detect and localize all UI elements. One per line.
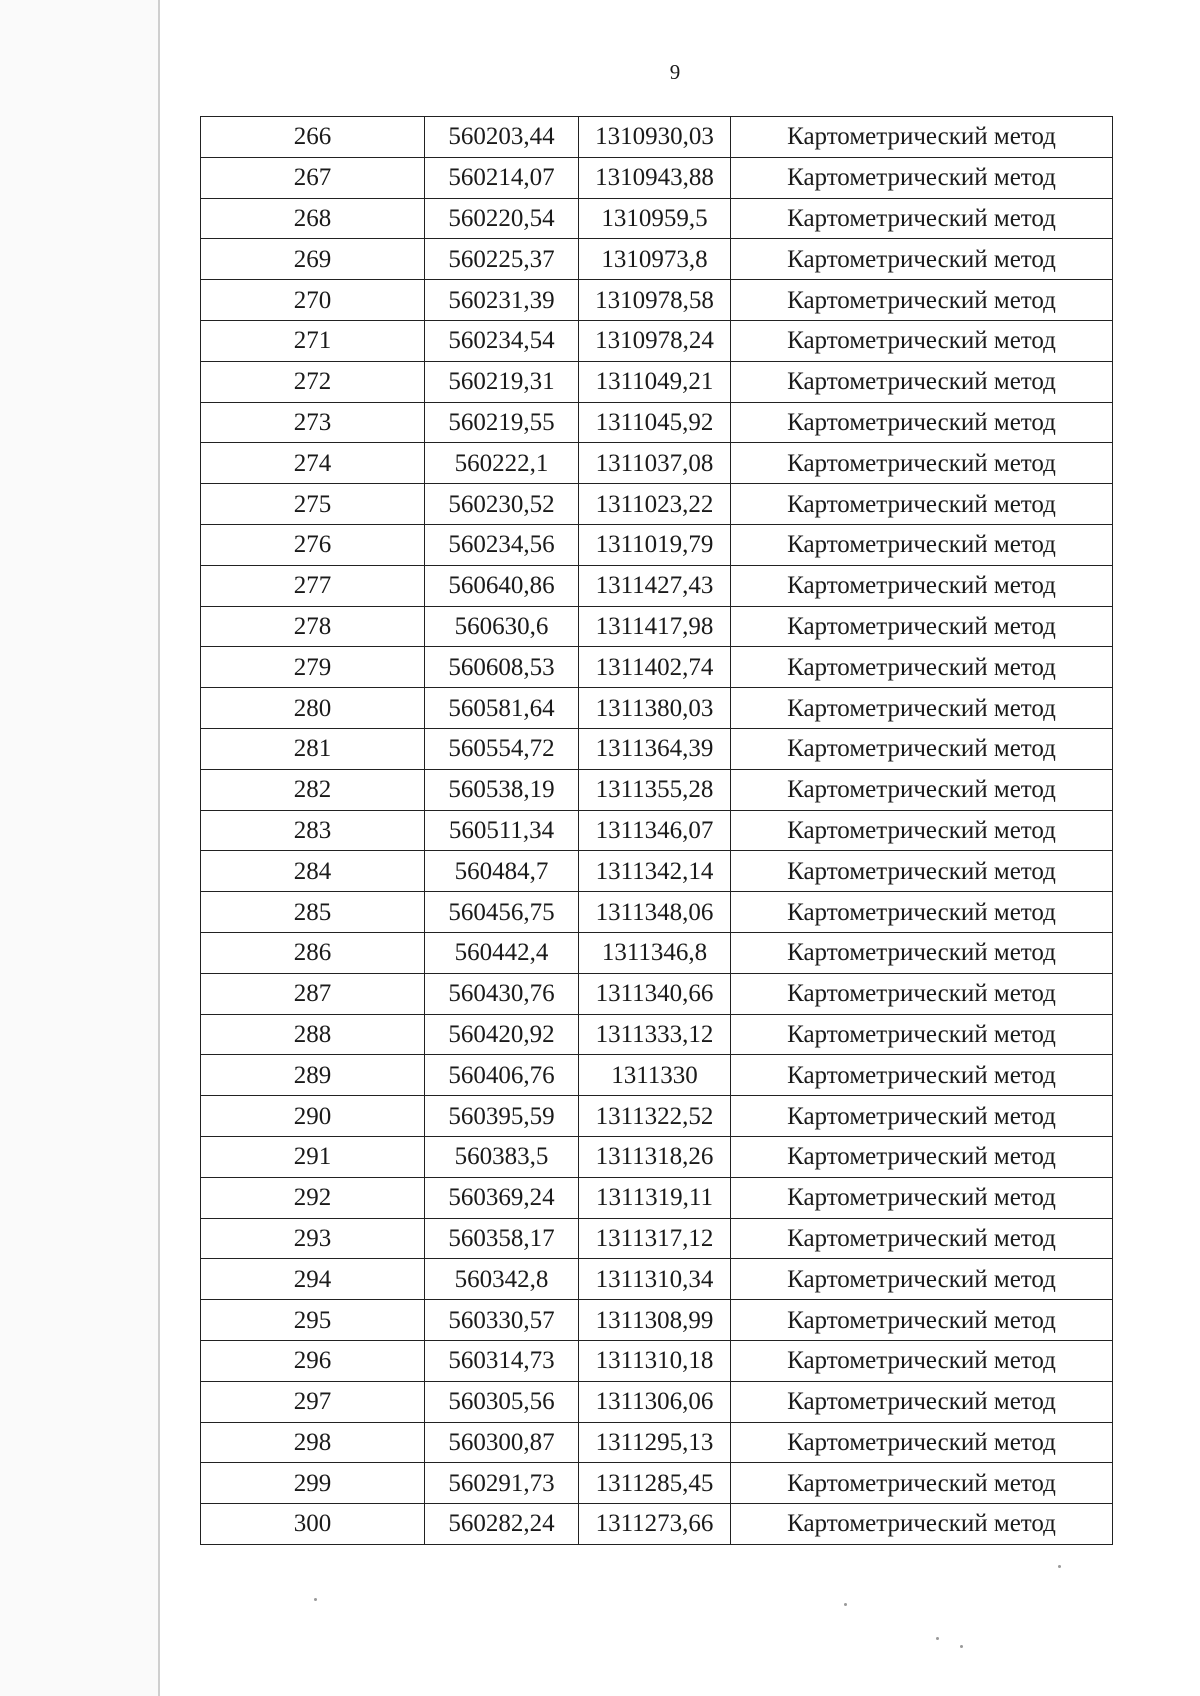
table-row xyxy=(201,117,1113,158)
scan-page-edge xyxy=(158,0,160,1696)
x-coordinate-cell: 560330,57 xyxy=(425,1300,579,1341)
y-coordinate-cell: 1310930,03 xyxy=(579,117,731,158)
table-row xyxy=(201,1014,1113,1055)
table-row xyxy=(201,973,1113,1014)
x-coordinate-cell: 560383,5 xyxy=(425,1136,579,1177)
x-coordinate-cell: 560234,54 xyxy=(425,320,579,361)
table-row xyxy=(201,1096,1113,1137)
point-number-cell: 296 xyxy=(201,1340,425,1381)
table-row xyxy=(201,1504,1113,1545)
point-number-cell: 300 xyxy=(201,1504,425,1545)
y-coordinate-cell: 1311310,34 xyxy=(579,1259,731,1300)
x-coordinate-cell: 560305,56 xyxy=(425,1381,579,1422)
y-coordinate-cell: 1310978,58 xyxy=(579,280,731,321)
y-coordinate-cell: 1311348,06 xyxy=(579,892,731,933)
scan-margin xyxy=(0,0,158,1696)
x-coordinate-cell: 560554,72 xyxy=(425,728,579,769)
method-cell: Картометрический метод xyxy=(731,1259,1113,1300)
method-cell: Картометрический метод xyxy=(731,728,1113,769)
table-row xyxy=(201,1422,1113,1463)
x-coordinate-cell: 560219,31 xyxy=(425,361,579,402)
coordinates-table-wrapper xyxy=(200,116,1112,1545)
table-row xyxy=(201,728,1113,769)
y-coordinate-cell: 1311355,28 xyxy=(579,769,731,810)
method-cell: Картометрический метод xyxy=(731,851,1113,892)
x-coordinate-cell: 560358,17 xyxy=(425,1218,579,1259)
method-cell: Картометрический метод xyxy=(731,1463,1113,1504)
table-row xyxy=(201,565,1113,606)
y-coordinate-cell: 1310943,88 xyxy=(579,157,731,198)
x-coordinate-cell: 560511,34 xyxy=(425,810,579,851)
y-coordinate-cell: 1310978,24 xyxy=(579,320,731,361)
table-row xyxy=(201,892,1113,933)
x-coordinate-cell: 560203,44 xyxy=(425,117,579,158)
y-coordinate-cell: 1311045,92 xyxy=(579,402,731,443)
x-coordinate-cell: 560538,19 xyxy=(425,769,579,810)
y-coordinate-cell: 1311427,43 xyxy=(579,565,731,606)
x-coordinate-cell: 560395,59 xyxy=(425,1096,579,1137)
x-coordinate-cell: 560456,75 xyxy=(425,892,579,933)
x-coordinate-cell: 560234,56 xyxy=(425,524,579,565)
point-number-cell: 283 xyxy=(201,810,425,851)
table-row xyxy=(201,932,1113,973)
method-cell: Картометрический метод xyxy=(731,1422,1113,1463)
point-number-cell: 284 xyxy=(201,851,425,892)
x-coordinate-cell: 560219,55 xyxy=(425,402,579,443)
table-row xyxy=(201,851,1113,892)
table-row xyxy=(201,361,1113,402)
table-row xyxy=(201,280,1113,321)
table-row xyxy=(201,810,1113,851)
y-coordinate-cell: 1311317,12 xyxy=(579,1218,731,1259)
page-number: 9 xyxy=(669,60,681,84)
table-row xyxy=(201,1136,1113,1177)
point-number-cell: 293 xyxy=(201,1218,425,1259)
y-coordinate-cell: 1311023,22 xyxy=(579,484,731,525)
point-number-cell: 297 xyxy=(201,1381,425,1422)
x-coordinate-cell: 560342,8 xyxy=(425,1259,579,1300)
method-cell: Картометрический метод xyxy=(731,606,1113,647)
point-number-cell: 272 xyxy=(201,361,425,402)
method-cell: Картометрический метод xyxy=(731,688,1113,729)
table-row xyxy=(201,1218,1113,1259)
point-number-cell: 286 xyxy=(201,932,425,973)
y-coordinate-cell: 1311273,66 xyxy=(579,1504,731,1545)
point-number-cell: 294 xyxy=(201,1259,425,1300)
method-cell: Картометрический метод xyxy=(731,402,1113,443)
method-cell: Картометрический метод xyxy=(731,117,1113,158)
point-number-cell: 295 xyxy=(201,1300,425,1341)
scan-speck xyxy=(844,1603,847,1606)
point-number-cell: 280 xyxy=(201,688,425,729)
table-row xyxy=(201,1300,1113,1341)
point-number-cell: 288 xyxy=(201,1014,425,1055)
y-coordinate-cell: 1311340,66 xyxy=(579,973,731,1014)
method-cell: Картометрический метод xyxy=(731,1218,1113,1259)
y-coordinate-cell: 1311346,07 xyxy=(579,810,731,851)
y-coordinate-cell: 1311049,21 xyxy=(579,361,731,402)
table-row xyxy=(201,443,1113,484)
method-cell: Картометрический метод xyxy=(731,361,1113,402)
y-coordinate-cell: 1311330 xyxy=(579,1055,731,1096)
y-coordinate-cell: 1311310,18 xyxy=(579,1340,731,1381)
x-coordinate-cell: 560406,76 xyxy=(425,1055,579,1096)
point-number-cell: 285 xyxy=(201,892,425,933)
x-coordinate-cell: 560225,37 xyxy=(425,239,579,280)
x-coordinate-cell: 560300,87 xyxy=(425,1422,579,1463)
y-coordinate-cell: 1311285,45 xyxy=(579,1463,731,1504)
y-coordinate-cell: 1310973,8 xyxy=(579,239,731,280)
table-row xyxy=(201,1340,1113,1381)
table-row xyxy=(201,688,1113,729)
method-cell: Картометрический метод xyxy=(731,1136,1113,1177)
point-number-cell: 271 xyxy=(201,320,425,361)
method-cell: Картометрический метод xyxy=(731,1504,1113,1545)
table-row xyxy=(201,320,1113,361)
table-row xyxy=(201,484,1113,525)
scan-speck xyxy=(936,1637,939,1640)
x-coordinate-cell: 560581,64 xyxy=(425,688,579,729)
table-row xyxy=(201,157,1113,198)
method-cell: Картометрический метод xyxy=(731,1177,1113,1218)
scan-speck xyxy=(314,1598,317,1601)
method-cell: Картометрический метод xyxy=(731,892,1113,933)
method-cell: Картометрический метод xyxy=(731,239,1113,280)
point-number-cell: 292 xyxy=(201,1177,425,1218)
point-number-cell: 291 xyxy=(201,1136,425,1177)
y-coordinate-cell: 1311402,74 xyxy=(579,647,731,688)
table-row xyxy=(201,524,1113,565)
method-cell: Картометрический метод xyxy=(731,973,1113,1014)
table-row xyxy=(201,1055,1113,1096)
method-cell: Картометрический метод xyxy=(731,524,1113,565)
x-coordinate-cell: 560214,07 xyxy=(425,157,579,198)
x-coordinate-cell: 560282,24 xyxy=(425,1504,579,1545)
point-number-cell: 275 xyxy=(201,484,425,525)
method-cell: Картометрический метод xyxy=(731,280,1113,321)
point-number-cell: 270 xyxy=(201,280,425,321)
point-number-cell: 269 xyxy=(201,239,425,280)
method-cell: Картометрический метод xyxy=(731,198,1113,239)
method-cell: Картометрический метод xyxy=(731,443,1113,484)
point-number-cell: 268 xyxy=(201,198,425,239)
point-number-cell: 276 xyxy=(201,524,425,565)
method-cell: Картометрический метод xyxy=(731,320,1113,361)
point-number-cell: 279 xyxy=(201,647,425,688)
method-cell: Картометрический метод xyxy=(731,769,1113,810)
table-row xyxy=(201,198,1113,239)
y-coordinate-cell: 1311295,13 xyxy=(579,1422,731,1463)
x-coordinate-cell: 560222,1 xyxy=(425,443,579,484)
y-coordinate-cell: 1311318,26 xyxy=(579,1136,731,1177)
point-number-cell: 277 xyxy=(201,565,425,606)
y-coordinate-cell: 1311037,08 xyxy=(579,443,731,484)
x-coordinate-cell: 560231,39 xyxy=(425,280,579,321)
y-coordinate-cell: 1311019,79 xyxy=(579,524,731,565)
method-cell: Картометрический метод xyxy=(731,1055,1113,1096)
table-row xyxy=(201,402,1113,443)
x-coordinate-cell: 560484,7 xyxy=(425,851,579,892)
coordinates-table-body xyxy=(201,117,1113,1545)
y-coordinate-cell: 1311306,06 xyxy=(579,1381,731,1422)
x-coordinate-cell: 560369,24 xyxy=(425,1177,579,1218)
x-coordinate-cell: 560291,73 xyxy=(425,1463,579,1504)
table-row xyxy=(201,769,1113,810)
point-number-cell: 274 xyxy=(201,443,425,484)
scan-speck xyxy=(1058,1565,1061,1568)
y-coordinate-cell: 1311346,8 xyxy=(579,932,731,973)
scan-speck xyxy=(960,1645,963,1648)
x-coordinate-cell: 560314,73 xyxy=(425,1340,579,1381)
method-cell: Картометрический метод xyxy=(731,1300,1113,1341)
point-number-cell: 278 xyxy=(201,606,425,647)
x-coordinate-cell: 560608,53 xyxy=(425,647,579,688)
method-cell: Картометрический метод xyxy=(731,810,1113,851)
y-coordinate-cell: 1311417,98 xyxy=(579,606,731,647)
coordinates-table xyxy=(200,116,1113,1545)
x-coordinate-cell: 560442,4 xyxy=(425,932,579,973)
point-number-cell: 299 xyxy=(201,1463,425,1504)
point-number-cell: 290 xyxy=(201,1096,425,1137)
method-cell: Картометрический метод xyxy=(731,1381,1113,1422)
y-coordinate-cell: 1311308,99 xyxy=(579,1300,731,1341)
method-cell: Картометрический метод xyxy=(731,1096,1113,1137)
table-row xyxy=(201,239,1113,280)
y-coordinate-cell: 1311342,14 xyxy=(579,851,731,892)
method-cell: Картометрический метод xyxy=(731,565,1113,606)
y-coordinate-cell: 1310959,5 xyxy=(579,198,731,239)
x-coordinate-cell: 560630,6 xyxy=(425,606,579,647)
table-row xyxy=(201,606,1113,647)
table-row xyxy=(201,1381,1113,1422)
point-number-cell: 273 xyxy=(201,402,425,443)
y-coordinate-cell: 1311380,03 xyxy=(579,688,731,729)
y-coordinate-cell: 1311333,12 xyxy=(579,1014,731,1055)
point-number-cell: 266 xyxy=(201,117,425,158)
x-coordinate-cell: 560220,54 xyxy=(425,198,579,239)
x-coordinate-cell: 560420,92 xyxy=(425,1014,579,1055)
method-cell: Картометрический метод xyxy=(731,484,1113,525)
method-cell: Картометрический метод xyxy=(731,1014,1113,1055)
point-number-cell: 287 xyxy=(201,973,425,1014)
point-number-cell: 298 xyxy=(201,1422,425,1463)
method-cell: Картометрический метод xyxy=(731,1340,1113,1381)
point-number-cell: 282 xyxy=(201,769,425,810)
x-coordinate-cell: 560640,86 xyxy=(425,565,579,606)
table-row xyxy=(201,647,1113,688)
table-row xyxy=(201,1463,1113,1504)
point-number-cell: 289 xyxy=(201,1055,425,1096)
table-row xyxy=(201,1259,1113,1300)
method-cell: Картометрический метод xyxy=(731,932,1113,973)
x-coordinate-cell: 560430,76 xyxy=(425,973,579,1014)
y-coordinate-cell: 1311364,39 xyxy=(579,728,731,769)
y-coordinate-cell: 1311319,11 xyxy=(579,1177,731,1218)
y-coordinate-cell: 1311322,52 xyxy=(579,1096,731,1137)
method-cell: Картометрический метод xyxy=(731,647,1113,688)
point-number-cell: 281 xyxy=(201,728,425,769)
x-coordinate-cell: 560230,52 xyxy=(425,484,579,525)
method-cell: Картометрический метод xyxy=(731,157,1113,198)
table-row xyxy=(201,1177,1113,1218)
point-number-cell: 267 xyxy=(201,157,425,198)
